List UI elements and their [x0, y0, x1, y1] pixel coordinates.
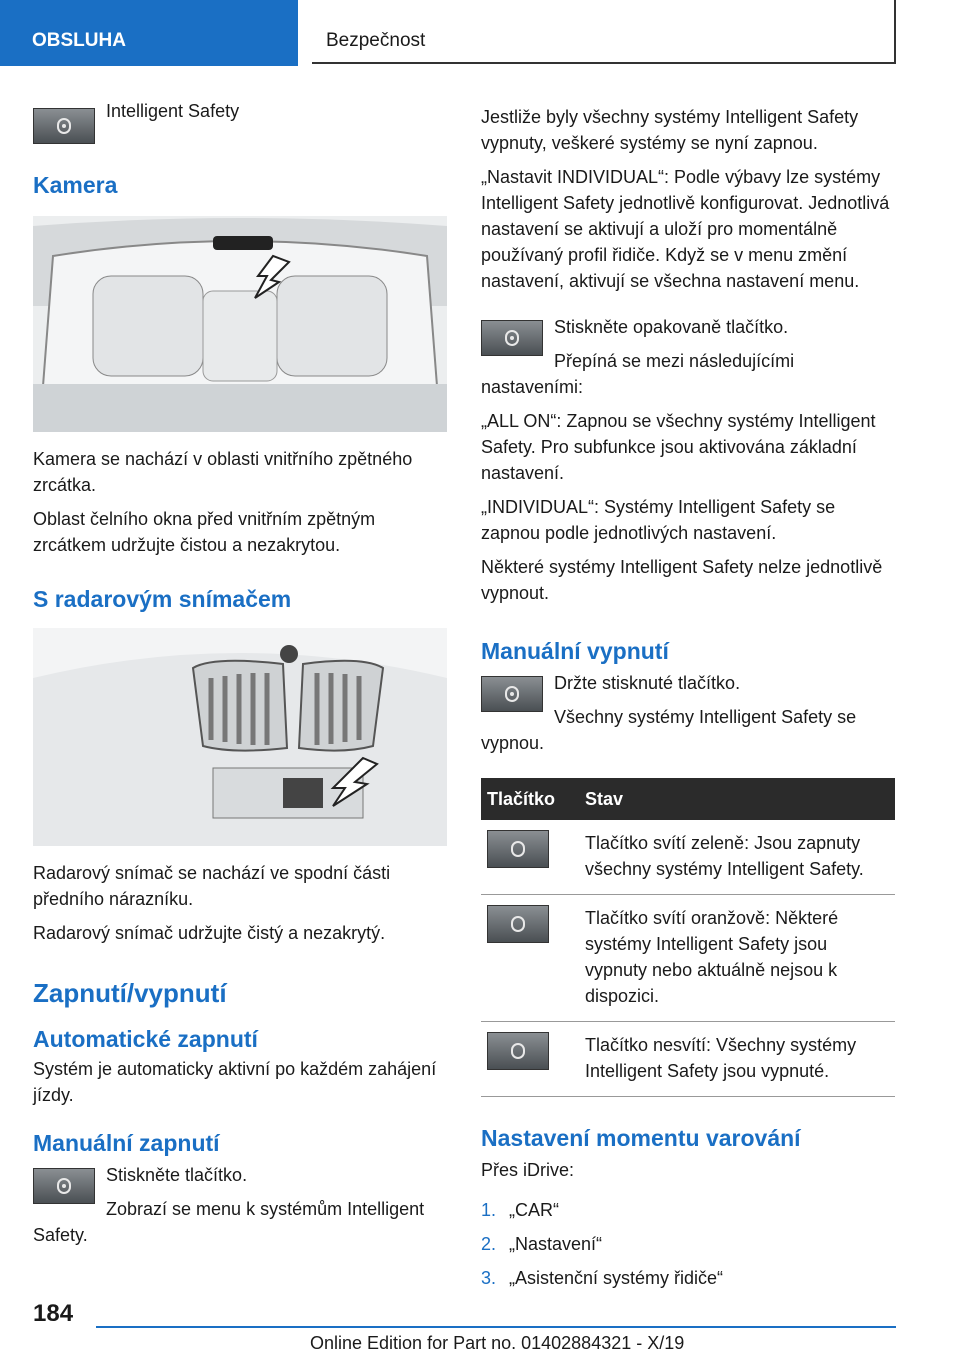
chapter-title: Bezpečnost: [312, 0, 896, 64]
camera-text-2: Oblast čelního okna před vnitřním zpětným zrcátkem udržujte čistou a nezakrytou.: [33, 509, 376, 555]
footer-divider: [96, 1326, 896, 1328]
radar-text-2: Radarový snímač udržujte čistý a nezakrytý.: [33, 923, 386, 943]
all-off-text: Všechny systémy Intelligent Safety se vypnou.: [481, 707, 857, 753]
intelligent-safety-button-icon: [33, 1168, 95, 1204]
right-text-2: „Nastavit INDIVIDUAL“: Podle výbavy lze systémy Intelligent Safety jednotlivě konfigurovat. Jednotlivá nastavení se aktivují a uloží pro momentálně používaný profil řidiče. Když se v menu změní nastavení, aktivují se všechna nastavení menu.: [481, 167, 890, 291]
intelligent-safety-button-icon: [481, 676, 543, 712]
radar-heading: S radarovým snímačem: [33, 586, 292, 612]
some-not-text: Některé systémy Intelligent Safety nelze jednotlivě vypnout.: [481, 557, 883, 603]
via-idrive-text: Přes iDrive:: [481, 1160, 575, 1180]
intelligent-safety-label: Intelligent Safety: [106, 101, 240, 121]
radar-illustration: [33, 628, 447, 846]
warning-time-heading: Nastavení momentu varování: [481, 1125, 801, 1151]
right-column: [481, 100, 895, 1299]
table-row: [481, 820, 895, 895]
right-text-1: Jestliže byly všechny systémy Intelligent Safety vypnuty, veškeré systémy se nyní zapnou.: [481, 107, 859, 153]
manual-on-text-2: Zobrazí se menu k systémům Intelligent Safety.: [33, 1199, 425, 1245]
table-cell-state: Tlačítko nesvítí: Všechny systémy Intelligent Safety jsou vypnuté.: [579, 1022, 895, 1097]
table-cell-state: Tlačítko svítí zeleně: Jsou zapnuty všechny systémy Intelligent Safety.: [579, 820, 895, 895]
col-button-header: Tlačítko: [481, 778, 579, 820]
manual-off-row: [481, 670, 895, 756]
radar-text-1: Radarový snímač se nachází ve spodní části předního nárazníku.: [33, 863, 391, 909]
button-green-icon: [487, 830, 549, 868]
auto-on-heading: Automatické zapnutí: [33, 1026, 258, 1052]
list-item: 2. „Nastavení“: [481, 1234, 603, 1254]
button-orange-icon: [487, 905, 549, 943]
switches-text: Přepíná se mezi následujícími nastaveními:: [481, 351, 795, 397]
page-header: [0, 0, 960, 66]
button-off-icon: [487, 1032, 549, 1070]
col-state-header: Stav: [579, 778, 895, 820]
camera-text-1: Kamera se nachází v oblasti vnitřního zpětného zrcátka.: [33, 449, 413, 495]
table-cell-state: Tlačítko svítí oranžově: Některé systémy Intelligent Safety jsou vypnuty nebo aktuálně nejsou k dispozici.: [579, 895, 895, 1022]
idrive-steps: [481, 1197, 895, 1291]
manual-off-heading: Manuální vypnutí: [481, 638, 669, 664]
intelligent-safety-button-icon: [481, 320, 543, 356]
camera-heading: Kamera: [33, 172, 118, 198]
button-state-table: [481, 778, 895, 1097]
intelligent-safety-row: [33, 96, 447, 152]
camera-illustration: [33, 216, 447, 432]
manual-on-text-1: Stiskněte tlačítko.: [106, 1165, 248, 1185]
table-header-row: [481, 778, 895, 820]
hold-text: Držte stisknuté tlačítko.: [554, 673, 741, 693]
manual-on-row: [33, 1162, 447, 1248]
left-column: [33, 100, 447, 1256]
list-item: 3. „Asistenční systémy řidiče“: [481, 1268, 724, 1288]
all-on-text: „ALL ON“: Zapnou se všechny systémy Intelligent Safety. Pro subfunkce jsou aktivována základní nastavení.: [481, 411, 876, 483]
page-number: 184: [33, 1300, 74, 1327]
auto-on-text: Systém je automaticky aktivní po každém zahájení jízdy.: [33, 1059, 437, 1105]
individual-text: „INDIVIDUAL“: Systémy Intelligent Safety se zapnou podle jednotlivých nastavení.: [481, 497, 836, 543]
table-row: [481, 895, 895, 1022]
section-tab: OBSLUHA: [0, 0, 298, 66]
manual-on-heading: Manuální zapnutí: [33, 1130, 220, 1156]
intelligent-safety-button-icon: [33, 108, 95, 144]
press-repeat-text: Stiskněte opakovaně tlačítko.: [554, 317, 789, 337]
press-repeat-row: [481, 314, 895, 400]
on-off-heading: Zapnutí/vypnutí: [33, 978, 227, 1008]
list-item: 1. „CAR“: [481, 1200, 559, 1220]
table-row: [481, 1022, 895, 1097]
footer-edition: Online Edition for Part no. 01402884321 - X/19: [310, 1333, 685, 1353]
